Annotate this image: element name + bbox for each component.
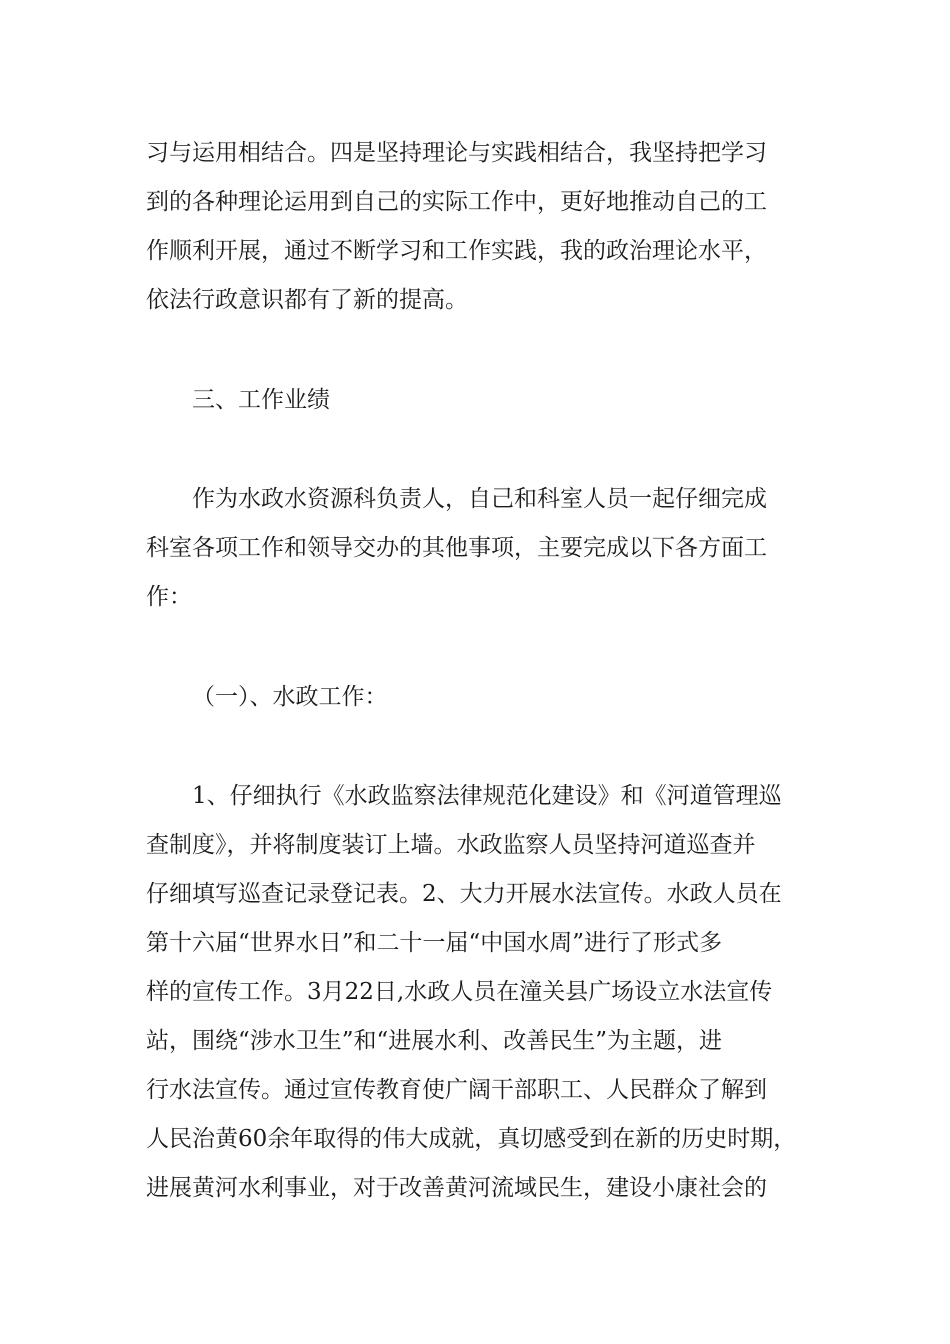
paragraph-line: 到的各种理论运用到自己的实际工作中，更好地推动自己的工 <box>146 189 767 215</box>
paragraph-line: 站，围绕“涉水卫生”和“进展水利、改善民生”为主题，进 <box>146 1028 723 1054</box>
paragraph-line: 查制度》，并将制度装订上墙。水政监察人员坚持河道巡查并 <box>146 832 756 858</box>
paragraph-line: 习与运用相结合。四是坚持理论与实践相结合，我坚持把学习 <box>146 140 767 166</box>
paragraph-line: 第十六届“世界水日”和二十一届“中国水周”进行了形式多 <box>146 930 723 956</box>
paragraph-line: 行水法宣传。通过宣传教育使广阔干部职工、人民群众了解到 <box>146 1077 767 1103</box>
paragraph-line: 依法行政意识都有了新的提高。 <box>146 287 468 313</box>
paragraph-line: 科室各项工作和领导交办的其他事项，主要完成以下各方面工 <box>146 535 767 561</box>
paragraph-line: 作为水政水资源科负责人，自己和科室人员一起仔细完成 <box>192 486 767 512</box>
section-heading: 三、工作业绩 <box>192 387 330 413</box>
paragraph-line: 人民治黄60余年取得的伟大成就，真切感受到在新的历史时期， <box>146 1126 797 1152</box>
paragraph-line: 作： <box>146 584 192 610</box>
subsection-heading: （一）、水政工作： <box>192 684 388 710</box>
paragraph-line: 仔细填写巡查记录登记表。2、大力开展水法宣传。水政人员在 <box>146 881 782 907</box>
paragraph-line: 样的宣传工作。3月22日,水政人员在潼关县广场设立水法宣传 <box>146 979 773 1005</box>
paragraph-line: 进展黄河水利事业，对于改善黄河流域民生，建设小康社会的 <box>146 1175 767 1201</box>
paragraph-line: 1、仔细执行《水政监察法律规范化建设》和《河道管理巡 <box>192 783 782 809</box>
paragraph-line: 作顺利开展，通过不断学习和工作实践，我的政治理论水平， <box>146 238 767 264</box>
